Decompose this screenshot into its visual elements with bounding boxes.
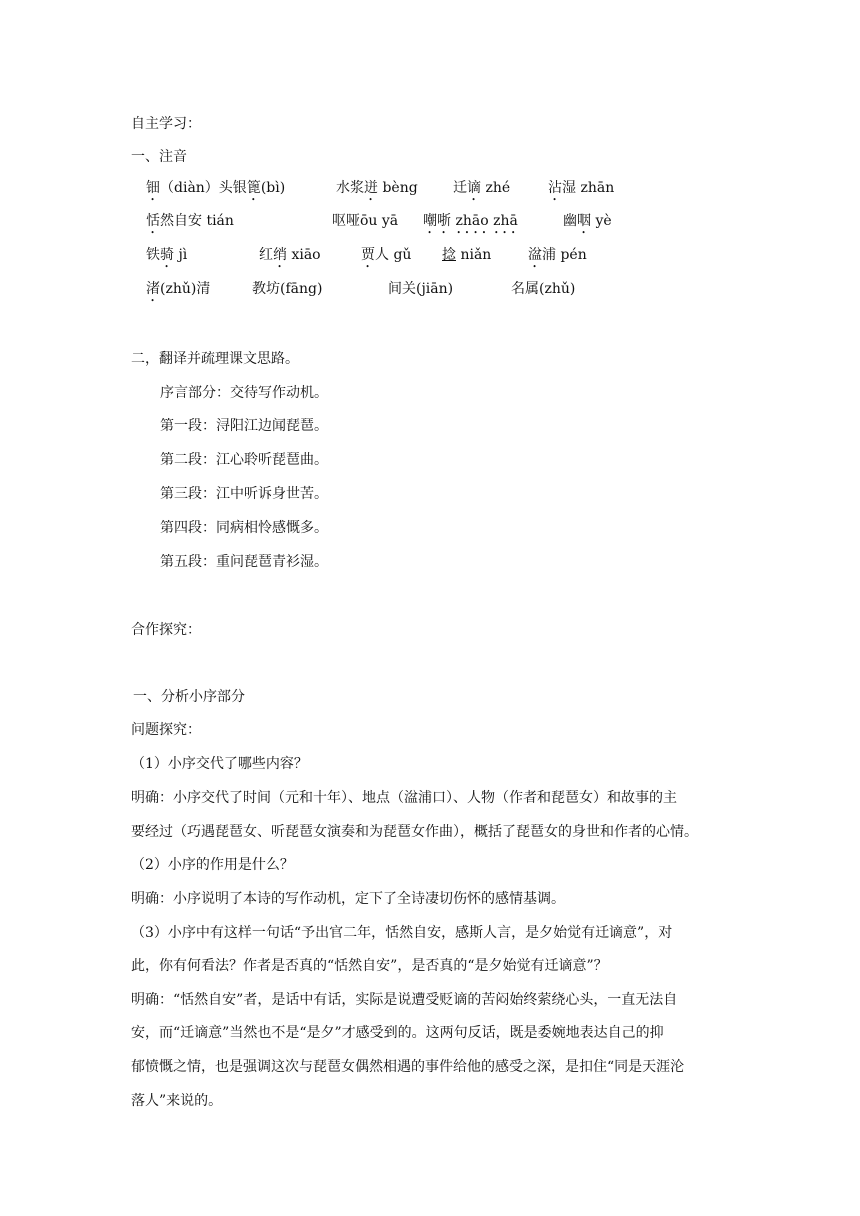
pinyin-item: 铁骑 jì <box>146 247 188 263</box>
answer-1-line: 要经过（巧遇琵琶女、听琵琶女演奏和为琵琶女作曲），概括了琵琶女的身世和作者的心情。 <box>131 824 698 840</box>
section-title: 一、分析小序部分 <box>133 689 245 705</box>
pinyin-item: 湓浦 pén <box>528 247 587 263</box>
pinyin-item: 呕哑ōu yā <box>332 213 399 229</box>
outline-item: 第二段：江心聆听琵琶曲。 <box>160 452 328 468</box>
question-3-line: 此，你有何看法？作者是否真的“恬然自安”，是否真的“是夕始觉有迁谪意”？ <box>131 958 608 974</box>
part2-title: 二，翻译并疏理课文思路。 <box>131 351 299 367</box>
pinyin-item: 恬然自安 tián <box>146 213 234 229</box>
pinyin-item: 捻 niǎn <box>442 247 492 263</box>
answer-3-line: 郁愤慨之情，也是强调这次与琵琶女偶然相遇的事件给他的感受之深，是扣住“同是天涯沦 <box>131 1059 685 1075</box>
outline-item: 第四段：同病相怜感慨多。 <box>160 520 328 536</box>
pinyin-item: 嘲哳 zhāo zhā <box>423 213 518 229</box>
pinyin-item: 间关(jiān) <box>388 281 454 297</box>
question-label: 问题探究： <box>131 722 201 738</box>
answer-3-line: 安，而“迁谪意”当然也不是“是夕”才感受到的。这两句反话，既是委婉地表达自己的抑 <box>131 1025 664 1041</box>
pinyin-item: 迁谪 zhé <box>453 180 511 196</box>
outline-item: 第五段：重问琵琶青衫湿。 <box>160 554 328 570</box>
answer-3-line: 明确：“恬然自安”者，是话中有话，实际是说遭受贬谪的苦闷始终萦绕心头，一直无法自 <box>131 992 678 1008</box>
outline-item: 第三段：江中听诉身世苦。 <box>160 486 328 502</box>
pinyin-item: 钿（diàn）头银篦(bì) <box>146 180 286 196</box>
question-3-line: （3）小序中有这样一句话“予出官二年，恬然自安，感斯人言，是夕始觉有迁谪意”，对 <box>131 925 673 941</box>
coop-heading: 合作探究： <box>131 622 201 638</box>
self-study-heading: 自主学习： <box>131 116 201 132</box>
outline-item: 第一段：浔阳江边闻琵琶。 <box>160 418 328 434</box>
pinyin-item: 贾人 gǔ <box>361 247 412 263</box>
answer-3-line: 落人”来说的。 <box>131 1093 223 1109</box>
pinyin-item: 渚(zhǔ)清 <box>146 281 211 297</box>
question-1: （1）小序交代了哪些内容？ <box>131 756 308 772</box>
outline-item: 序言部分：交待写作动机。 <box>160 385 328 401</box>
answer-2: 明确：小序说明了本诗的写作动机，定下了全诗凄切伤怀的感情基调。 <box>131 891 565 907</box>
answer-1-line: 明确：小序交代了时间（元和十年）、地点（湓浦口）、人物（作者和琵琶女）和故事的主 <box>131 790 677 806</box>
pinyin-item: 水浆迸 bèng <box>336 180 418 196</box>
question-2: （2）小序的作用是什么？ <box>131 857 294 873</box>
pinyin-item: 红绡 xiāo <box>259 247 321 263</box>
part1-title: 一、注音 <box>131 149 187 165</box>
pinyin-item: 教坊(fāng) <box>252 281 323 297</box>
pinyin-item: 名属(zhǔ) <box>511 281 576 297</box>
pinyin-item: 幽咽 yè <box>563 213 612 229</box>
pinyin-item: 沾湿 zhān <box>548 180 615 196</box>
